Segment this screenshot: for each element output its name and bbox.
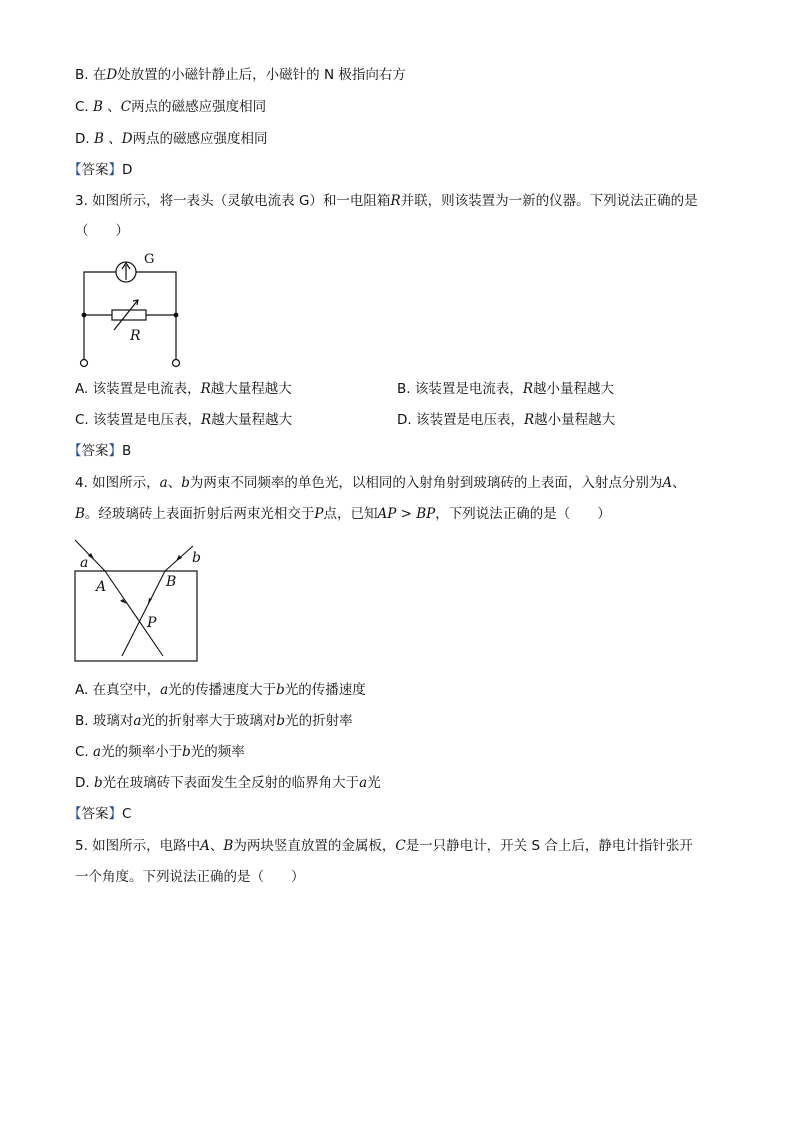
q3-stem-line2: （ ） [75, 223, 129, 239]
label-A: A [96, 579, 107, 595]
q3-option-d: D. 该装置是电压表，R越小量程越大 [397, 412, 616, 428]
q3-circuit-figure [74, 250, 194, 372]
q2-option-d: D. B 、D两点的磁感应强度相同 [75, 131, 268, 147]
q5-stem-line1: 5. 如图所示，电路中A、B为两块竖直放置的金属板，C是一只静电计，开关 S 合上后，静电计指针张开 [75, 838, 693, 854]
terminal-right-icon [173, 360, 180, 367]
q4-answer: 【答案】C [68, 806, 132, 822]
q4-stem-line1: 4. 如图所示，a、b为两束不同频率的单色光，以相同的入射角射到玻璃砖的上表面，入射点分别为A、 [75, 475, 686, 491]
ray-b-refracted-arrow-icon [148, 598, 152, 604]
q4-stem-line2: B。经玻璃砖上表面折射后两束光相交于P点，已知AP > BP，下列说法正确的是（ ） [75, 506, 611, 522]
q4-glass-brick-figure [70, 536, 210, 666]
resistor-label: R [130, 328, 141, 344]
q2-answer: 【答案】D [68, 162, 133, 178]
q4-option-c: C. a光的频率小于b光的频率 [75, 744, 245, 760]
galvanometer-label: G [144, 252, 155, 267]
q3-answer: 【答案】B [68, 443, 132, 459]
label-P: P [147, 615, 157, 631]
terminal-left-icon [81, 360, 88, 367]
q3-stem-line1: 3. 如图所示，将一表头（灵敏电流表 G）和一电阻箱R并联，则该装置为一新的仪器。下列说法正确的是 [75, 193, 698, 209]
label-b: b [192, 550, 201, 566]
q3-option-b: B. 该装置是电流表，R越小量程越大 [397, 381, 615, 397]
label-a: a [80, 555, 89, 571]
q4-option-b: B. 玻璃对a光的折射率大于玻璃对b光的折射率 [75, 713, 353, 729]
q2-option-c: C. B 、C两点的磁感应强度相同 [75, 99, 267, 115]
q2-option-b: B. 在D处放置的小磁针静止后，小磁针的 N 极指向右方 [75, 67, 406, 83]
q3-option-a: A. 该装置是电流表，R越大量程越大 [75, 381, 292, 397]
q5-stem-line2: 一个角度。下列说法正确的是（ ） [75, 869, 305, 885]
label-B: B [166, 574, 177, 590]
q4-option-d: D. b光在玻璃砖下表面发生全反射的临界角大于a光 [75, 775, 381, 791]
q3-option-c: C. 该装置是电压表，R越大量程越大 [75, 412, 293, 428]
q4-option-a: A. 在真空中，a光的传播速度大于b光的传播速度 [75, 682, 366, 698]
